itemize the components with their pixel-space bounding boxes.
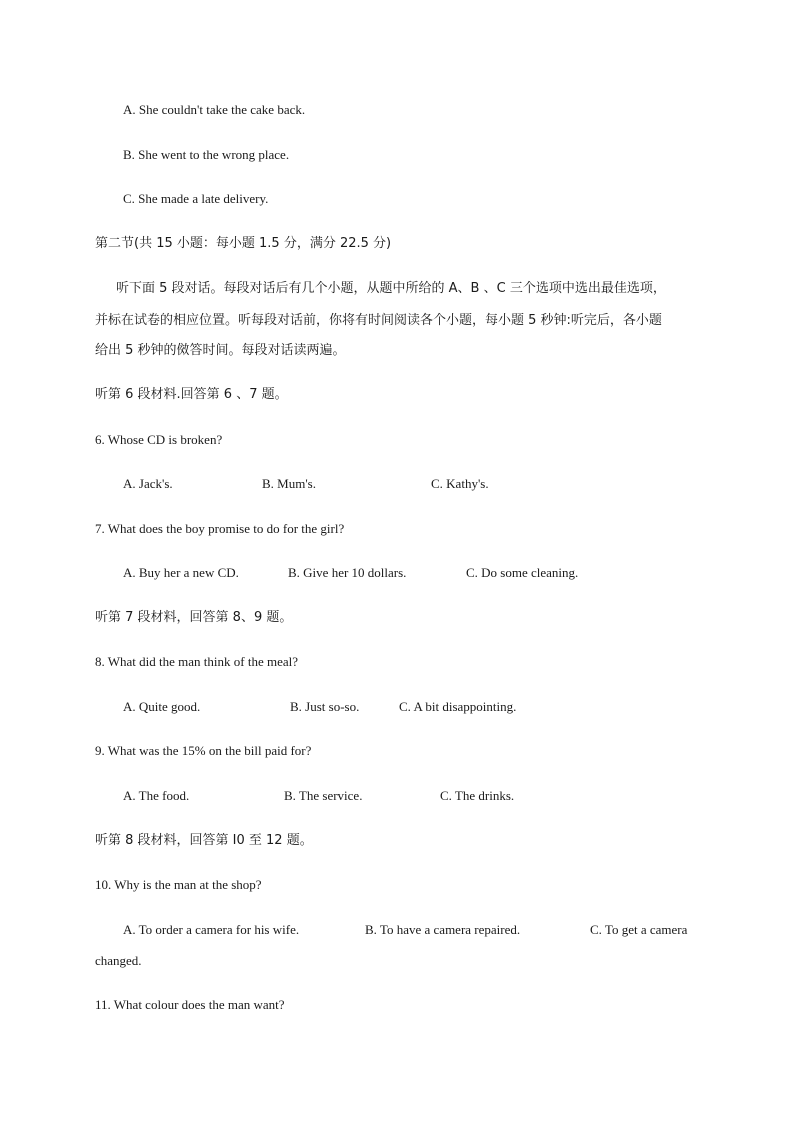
q6-option-b: B. Mum's. <box>262 476 316 491</box>
q7-option-b: B. Give her 10 dollars. <box>288 565 407 580</box>
q10-option-c: C. To get a camera <box>590 922 688 937</box>
q7-option-a: A. Buy her a new CD. <box>123 565 239 580</box>
q7-stem: 7. What does the boy promise to do for the girl? <box>95 521 345 536</box>
instructions-line-1: 听下面 5 段对话。每段对话后有几个小题，从题中所给的 A、B 、C 三个选项中选出最佳选项， <box>116 281 666 296</box>
instructions-line-2: 并标在试卷的相应位置。听每段对话前，你将有时间阅读各个小题，每小题 5 秒钟:听完后，各小题 <box>95 313 662 328</box>
q6-option-a: A. Jack's. <box>123 476 173 491</box>
q7-option-c: C. Do some cleaning. <box>466 565 579 580</box>
q8-option-b: B. Just so-so. <box>290 699 360 714</box>
q6-stem: 6. Whose CD is broken? <box>95 432 223 447</box>
q5-option-a: A. She couldn't take the cake back. <box>123 102 306 117</box>
q9-option-a: A. The food. <box>123 788 190 803</box>
q5-option-b: B. She went to the wrong place. <box>123 147 290 162</box>
instructions-line-3: 给出 5 秒钟的傚答时间。每段对话读两遍。 <box>95 343 346 358</box>
q6-option-c: C. Kathy's. <box>431 476 489 491</box>
part7-header: 听第 7 段材料，回答第 8、9 题。 <box>95 610 293 625</box>
part6-header: 听第 6 段材料.回答第 6 、7 题。 <box>95 387 288 402</box>
q5-option-c: C. She made a late delivery. <box>123 191 269 206</box>
q8-stem: 8. What did the man think of the meal? <box>95 654 299 669</box>
q9-option-c: C. The drinks. <box>440 788 515 803</box>
q10-option-c-continued: changed. <box>95 953 142 968</box>
q9-stem: 9. What was the 15% on the bill paid for? <box>95 743 312 758</box>
q8-option-a: A. Quite good. <box>123 699 201 714</box>
q8-option-c: C. A bit disappointing. <box>399 699 517 714</box>
part8-header: 听第 8 段材料，回答第 I0 至 12 题。 <box>95 833 313 848</box>
q11-stem: 11. What colour does the man want? <box>95 997 285 1012</box>
q10-option-a: A. To order a camera for his wife. <box>123 922 300 937</box>
section-heading: 第二节(共 15 小题：每小题 1.5 分，满分 22.5 分) <box>95 236 392 251</box>
q9-option-b: B. The service. <box>284 788 363 803</box>
q10-stem: 10. Why is the man at the shop? <box>95 877 262 892</box>
q10-option-b: B. To have a camera repaired. <box>365 922 521 937</box>
